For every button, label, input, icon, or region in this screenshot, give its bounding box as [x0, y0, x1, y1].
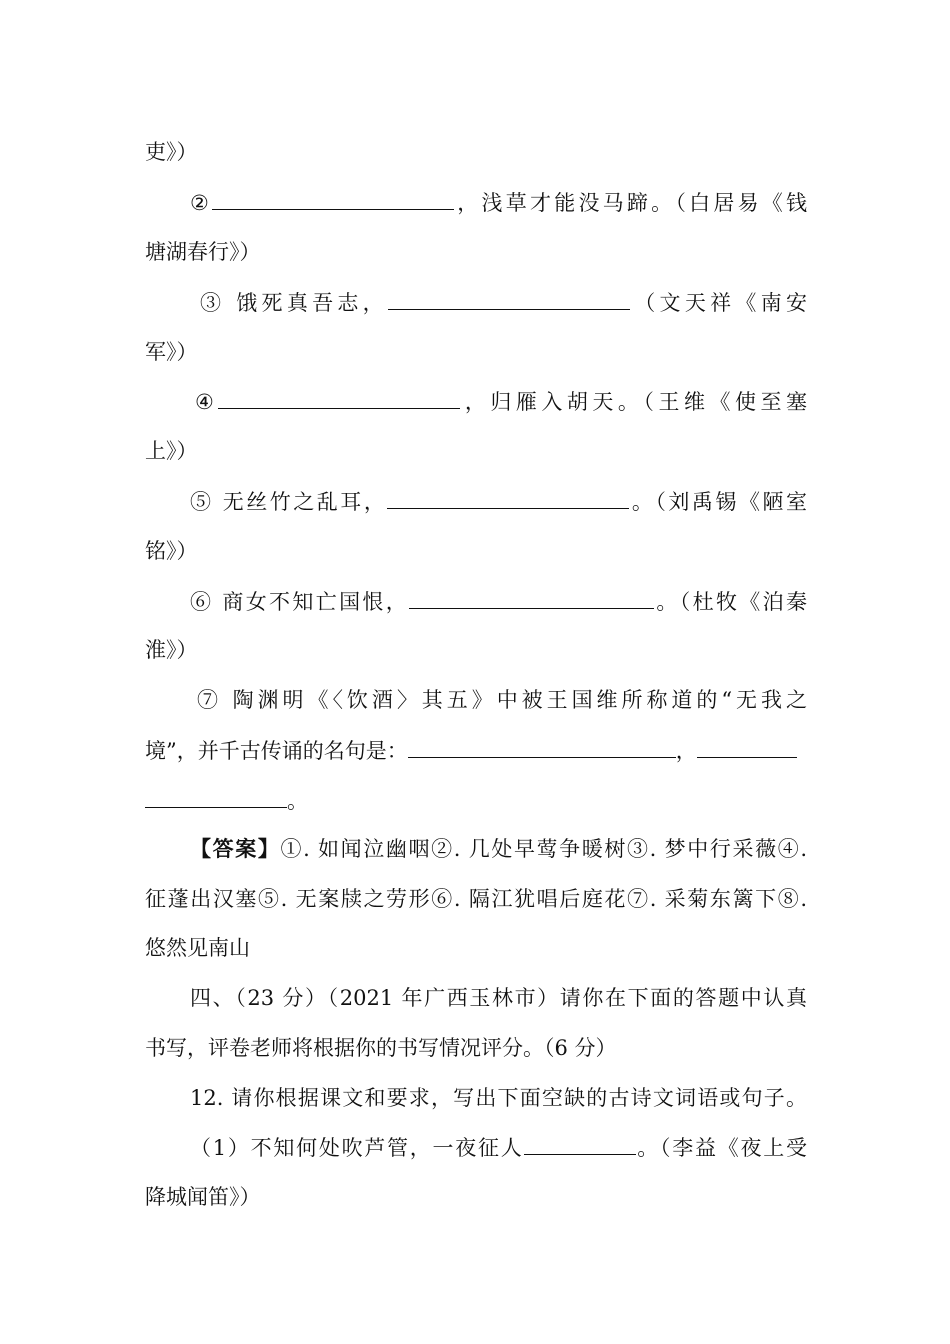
answer-blank[interactable]	[387, 486, 629, 509]
item-4-tail: 上》）	[145, 439, 198, 463]
answer-line-1: 【答案】①. 如闻泣幽咽②. 几处早莺争暖树③. 梦中行采薇④.	[190, 836, 807, 861]
answer-blank[interactable]	[218, 386, 460, 409]
question-line-1: 12. 请你根据课文和要求，写出下面空缺的古诗文词语或句子。	[190, 1086, 807, 1110]
item-2-line	[190, 187, 807, 217]
item-5-label: ⑤ 无丝竹之乱耳，	[190, 490, 388, 514]
item-4-label: ④	[195, 390, 219, 414]
question-sub-1-tail: 降城闻笛》）	[145, 1185, 261, 1209]
item-5-line	[190, 486, 807, 516]
answer-line-2: 征蓬出汉塞⑤. 无案牍之劳形⑥. 隔江犹唱后庭花⑦. 采菊东篱下⑧.	[145, 887, 807, 911]
answer-blank[interactable]	[212, 187, 454, 210]
answer-blank[interactable]	[409, 586, 654, 609]
answer-blank[interactable]	[697, 735, 797, 758]
item-7-line-1: ⑦ 陶渊明《〈饮酒〉其五》中被王国维所称道的“无我之	[197, 688, 807, 712]
item-7-line-2: 境”，并千古传诵的名句是： ，	[145, 735, 807, 765]
item-6-after: 。（杜牧《泊秦	[654, 590, 807, 614]
question-sub-1-line: （1）不知何处吹芦管，一夜征人 。（李益《夜上受	[190, 1132, 807, 1162]
item-2-label: ②	[190, 191, 213, 215]
answer-blank[interactable]	[388, 287, 630, 310]
item-5-after: 。（刘禹锡《陋室	[629, 490, 807, 514]
item-6-label: ⑥ 商女不知亡国恨，	[190, 590, 410, 614]
item-6-line	[190, 586, 807, 616]
item-3-line	[200, 287, 807, 317]
section-line-2: 书写，评卷老师将根据你的书写情况评分。（6 分）	[145, 1036, 617, 1060]
item-3-tail: 军》）	[145, 340, 198, 364]
item-5-tail: 铭》）	[145, 539, 198, 563]
item-1-tail: 吏》）	[145, 140, 198, 164]
answer-blank[interactable]	[524, 1132, 636, 1155]
answer-tag: 【答案】	[190, 836, 281, 861]
item-4-after: ，归雁入胡天。（王维《使至塞	[460, 390, 808, 414]
item-4-line	[195, 386, 807, 416]
item-2-tail: 塘湖春行》）	[145, 240, 261, 264]
answer-blank[interactable]	[408, 735, 676, 758]
item-3-after: （文天祥《南安	[629, 291, 807, 315]
item-2-after: ，浅草才能没马蹄。（白居易《钱	[454, 191, 808, 215]
answer-blank[interactable]	[145, 785, 287, 808]
answer-line-3: 悠然见南山	[145, 936, 250, 960]
item-7-line-3: 。	[145, 785, 807, 815]
item-3-label: ③ 饿死真吾志，	[200, 291, 388, 315]
item-6-tail: 淮》）	[145, 638, 198, 662]
section-line-1: 四、（23 分）（2021 年广西玉林市）请你在下面的答题中认真	[190, 986, 807, 1010]
